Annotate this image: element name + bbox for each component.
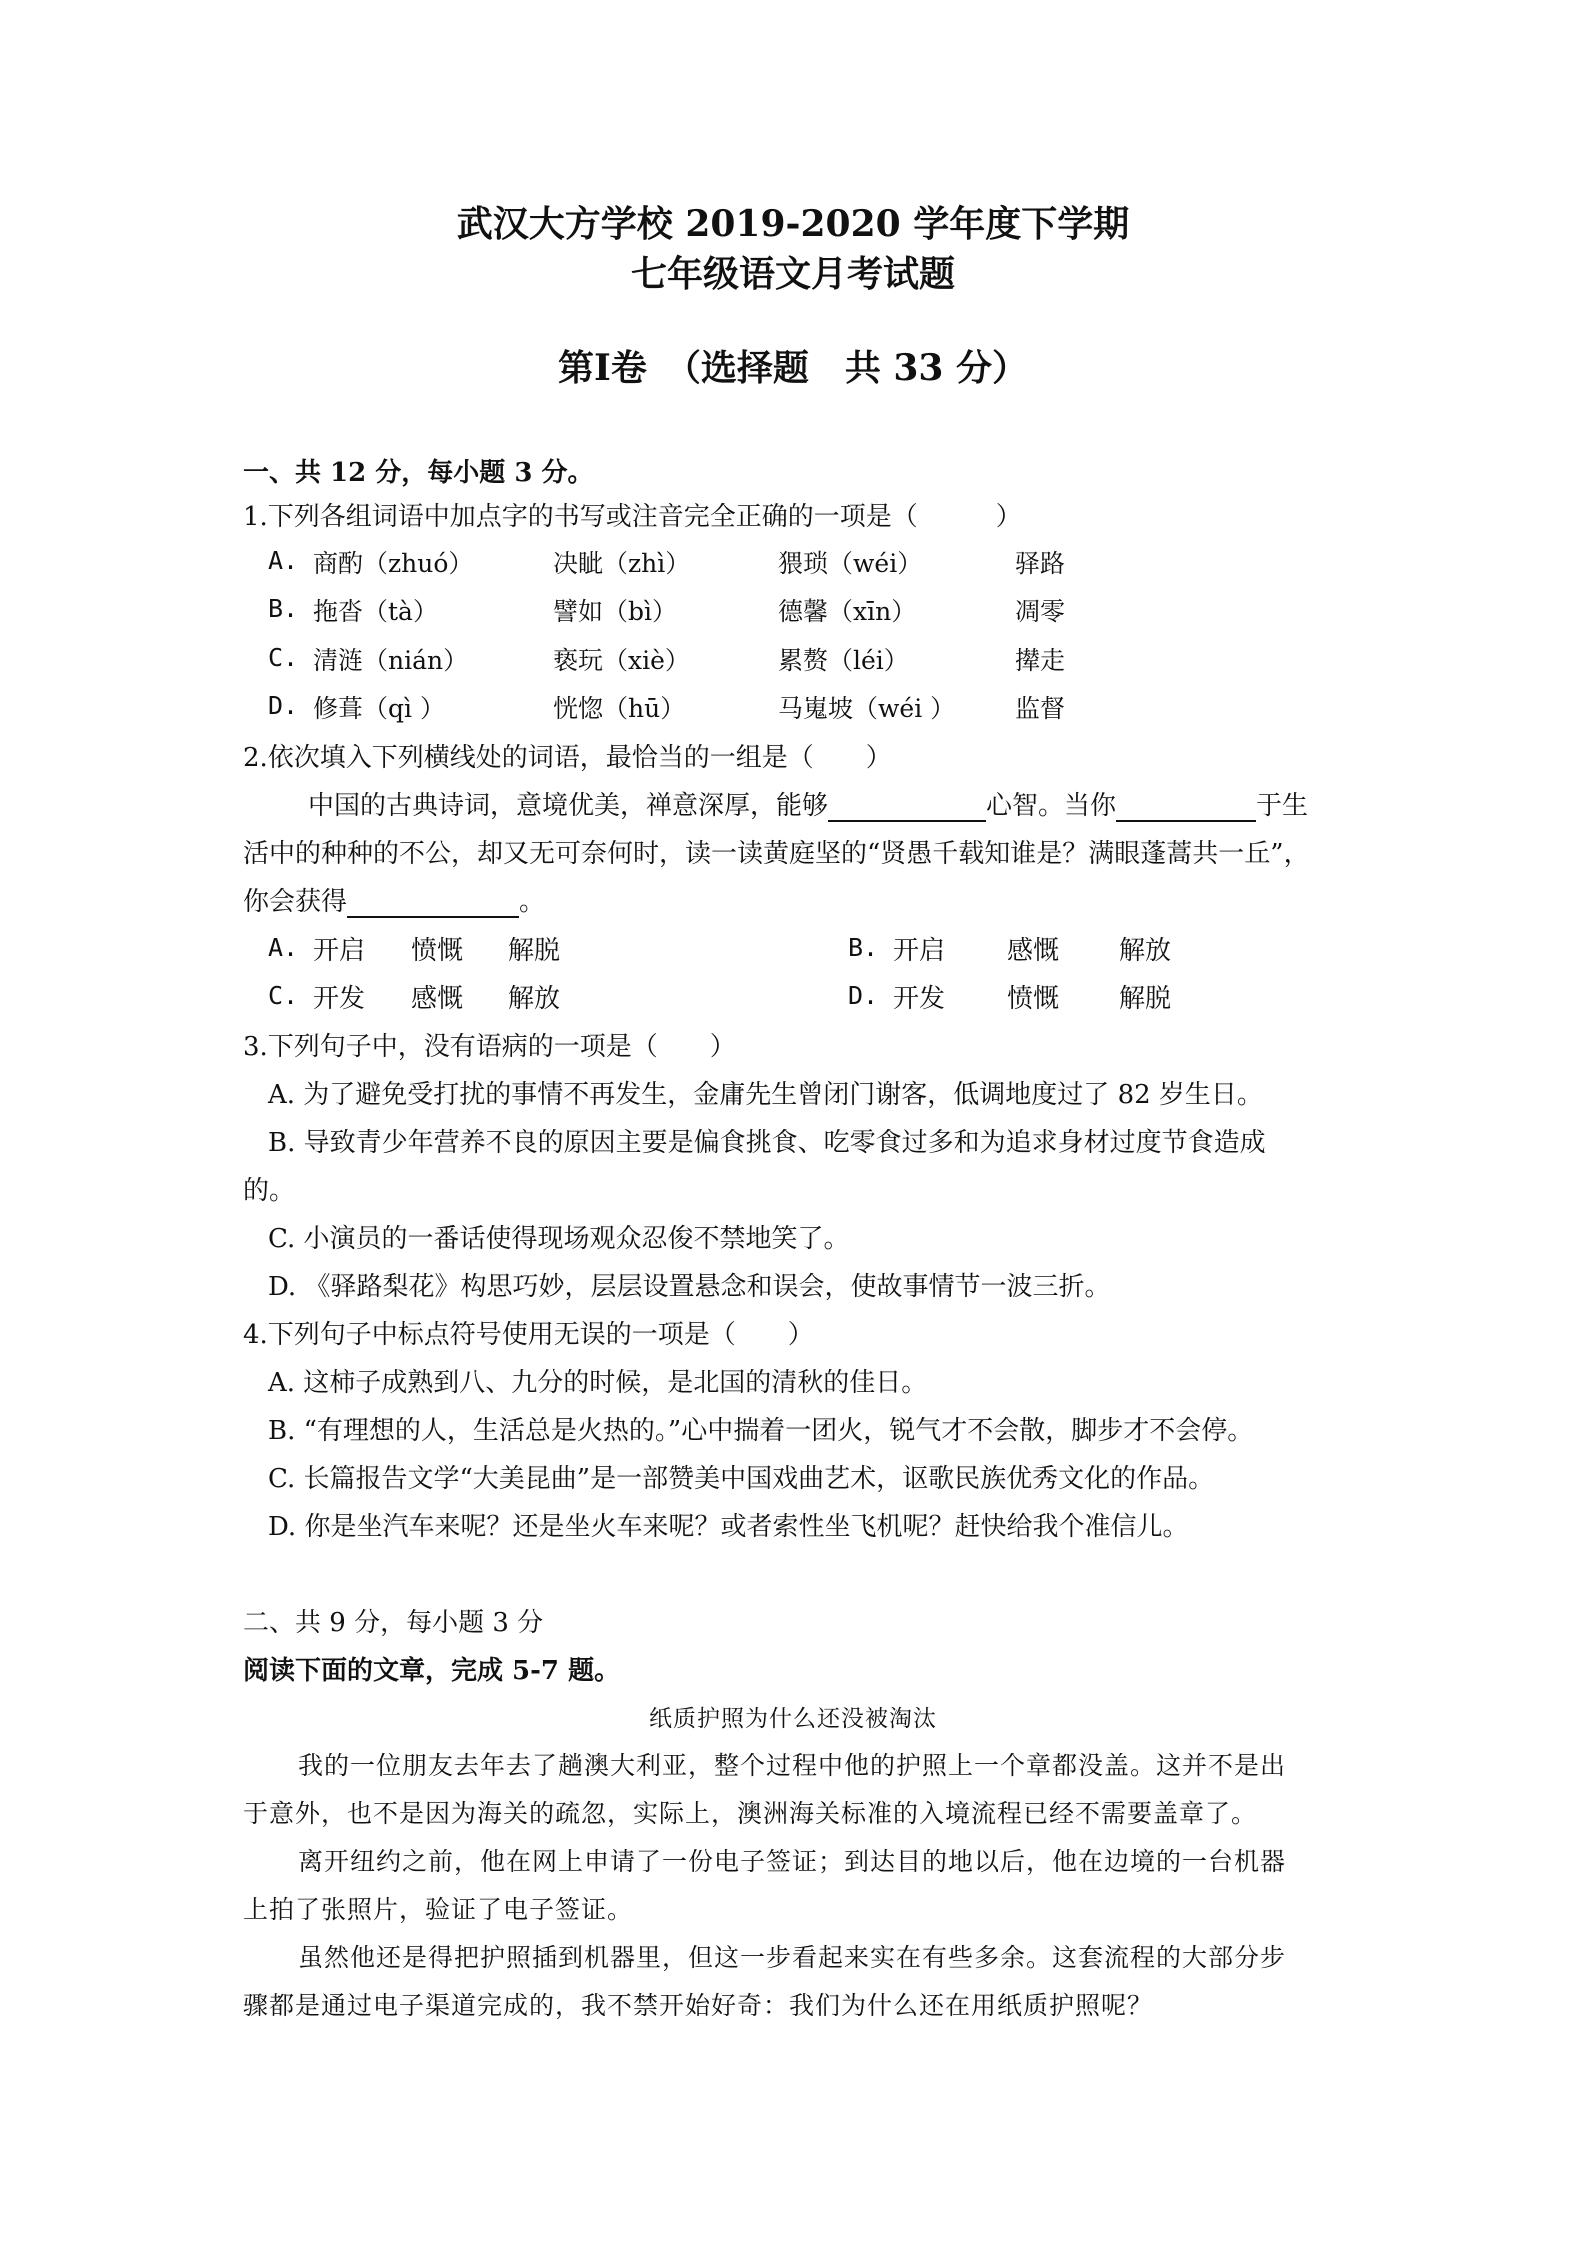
q2-passage-line3 (243, 881, 545, 918)
q2-opt-letter: C. (268, 981, 299, 1010)
article-title: 纸质护照为什么还没被淘汰 (649, 1706, 937, 1732)
q1-opt-letter: D. (268, 691, 299, 720)
q2-opt-word: 愤慨 (1007, 984, 1060, 1014)
q2-opt-word: 解脱 (1119, 984, 1172, 1014)
q2-opt-letter: D. (848, 981, 879, 1010)
q2-stem: 2.依次填入下列横线处的词语，最恰当的一组是（ ） (243, 743, 892, 773)
q2-text: 。 (519, 887, 546, 917)
q3-stem: 3.下列句子中，没有语病的一项是（ ） (243, 1032, 736, 1062)
article-paragraph-line: 骤都是通过电子渠道完成的，我不禁开始好奇：我们为什么还在用纸质护照呢？ (243, 1991, 1154, 2020)
q1-word: 譬如（bì） (553, 597, 677, 626)
q2-blank-1[interactable] (828, 792, 986, 822)
q2-passage-line2: 活中的种种的不公，却又无可奈何时，读一读黄庭坚的“贤愚千载知谁是？满眼蓬蒿共一丘”， (243, 839, 1310, 869)
q2-opt-word: 开发 (893, 984, 946, 1014)
q1-word: 商酌（zhuó） (313, 549, 474, 578)
q1-opt-letter: B. (268, 594, 299, 623)
q2-text: 中国的古典诗词，意境优美，禅意深厚，能够 (308, 791, 829, 821)
q4-option-b: B. “有理想的人，生活总是火热的。”心中揣着一团火，锐气才不会散，脚步才不会停。 (268, 1416, 1254, 1446)
article-paragraph-line: 虽然他还是得把护照插到机器里，但这一步看起来实在有些多余。这套流程的大部分步 (298, 1943, 1287, 1972)
q2-opt-word: 解脱 (508, 936, 561, 966)
q1-word: 亵玩（xiè） (553, 646, 690, 675)
q2-opt-letter: A. (268, 933, 299, 962)
q1-word: 恍惚（hū） (553, 694, 686, 723)
q2-opt-word: 开启 (893, 936, 946, 966)
article-paragraph-line: 于意外，也不是因为海关的疏忽，实际上，澳洲海关标准的入境流程已经不需要盖章了。 (243, 1799, 1258, 1828)
exam-subtitle: 七年级语文月考试题 (630, 253, 955, 295)
q2-text: 心智。当你 (986, 791, 1117, 821)
article-paragraph-line: 离开纽约之前，他在网上申请了一份电子签证；到达目的地以后，他在边境的一台机器 (298, 1847, 1287, 1876)
q2-opt-word: 愤慨 (411, 936, 464, 966)
q2-opt-word: 感慨 (1007, 936, 1060, 966)
q3-option-b: B. 导致青少年营养不良的原因主要是偏食挑食、吃零食过多和为追求身材过度节食造成 (268, 1128, 1266, 1158)
q2-opt-word: 开发 (313, 984, 366, 1014)
q2-text: 你会获得 (243, 887, 348, 917)
q2-opt-letter: B. (848, 933, 879, 962)
section2-title: 二、共 9 分，每小题 3 分 (243, 1608, 544, 1638)
q1-word: 驿路 (1015, 549, 1066, 578)
part-title: 第Ⅰ卷 （选择题 共 33 分） (557, 347, 1028, 389)
q1-word: 清涟（nián） (313, 646, 469, 675)
q4-option-c: C. 长篇报告文学“大美昆曲”是一部赞美中国戏曲艺术，讴歌民族优秀文化的作品。 (268, 1464, 1215, 1494)
section2-instruction: 阅读下面的文章，完成 5-7 题。 (243, 1656, 621, 1686)
q4-option-d: D. 你是坐汽车来呢？还是坐火车来呢？或者索性坐飞机呢？赶快给我个准信儿。 (268, 1512, 1189, 1542)
q1-word: 决眦（zhì） (553, 549, 691, 578)
q1-word: 修葺（qì ） (313, 694, 445, 723)
q1-word: 猥琐（wéi） (778, 549, 923, 578)
q3-option-a: A. 为了避免受打扰的事情不再发生，金庸先生曾闭门谢客，低调地度过了 82 岁生日。 (268, 1080, 1263, 1110)
q2-blank-2[interactable] (1116, 792, 1256, 822)
q2-text: 于生 (1256, 791, 1309, 821)
exam-title: 武汉大方学校 2019-2020 学年度下学期 (456, 203, 1130, 245)
q2-passage-line1 (308, 785, 1308, 822)
q3-option-c: C. 小演员的一番话使得现场观众忍俊不禁地笑了。 (268, 1224, 850, 1254)
q2-opt-word: 解放 (1119, 936, 1172, 966)
q1-word: 拖沓（tà） (313, 597, 438, 626)
article-paragraph-line: 上拍了张照片，验证了电子签证。 (243, 1895, 634, 1924)
q2-blank-3[interactable] (347, 888, 519, 918)
article-paragraph-line: 我的一位朋友去年去了趟澳大利亚，整个过程中他的护照上一个章都没盖。这并不是出 (298, 1751, 1287, 1780)
section1-title: 一、共 12 分，每小题 3 分。 (243, 458, 594, 488)
q4-stem: 4.下列句子中标点符号使用无误的一项是（ ） (243, 1320, 814, 1350)
q1-word: 凋零 (1015, 597, 1066, 626)
q2-opt-word: 解放 (508, 984, 561, 1014)
q1-opt-letter: C. (268, 643, 299, 672)
q1-word: 撵走 (1015, 646, 1066, 675)
q1-word: 德馨（xīn） (778, 597, 917, 626)
q1-word: 累赘（léi） (778, 646, 909, 675)
q1-word: 马嵬坡（wéi ） (778, 694, 956, 723)
q1-stem: 1.下列各组词语中加点字的书写或注音完全正确的一项是（ ） (243, 502, 1022, 532)
q3-option-b-cont: 的。 (243, 1176, 296, 1206)
q1-word: 监督 (1015, 694, 1066, 723)
q3-option-d: D. 《驿路梨花》构思巧妙，层层设置悬念和误会，使故事情节一波三折。 (268, 1272, 1111, 1302)
q2-opt-word: 感慨 (411, 984, 464, 1014)
q4-option-a: A. 这柿子成熟到八、九分的时候，是北国的清秋的佳日。 (268, 1368, 928, 1398)
q1-opt-letter: A. (268, 546, 299, 575)
q2-opt-word: 开启 (313, 936, 366, 966)
